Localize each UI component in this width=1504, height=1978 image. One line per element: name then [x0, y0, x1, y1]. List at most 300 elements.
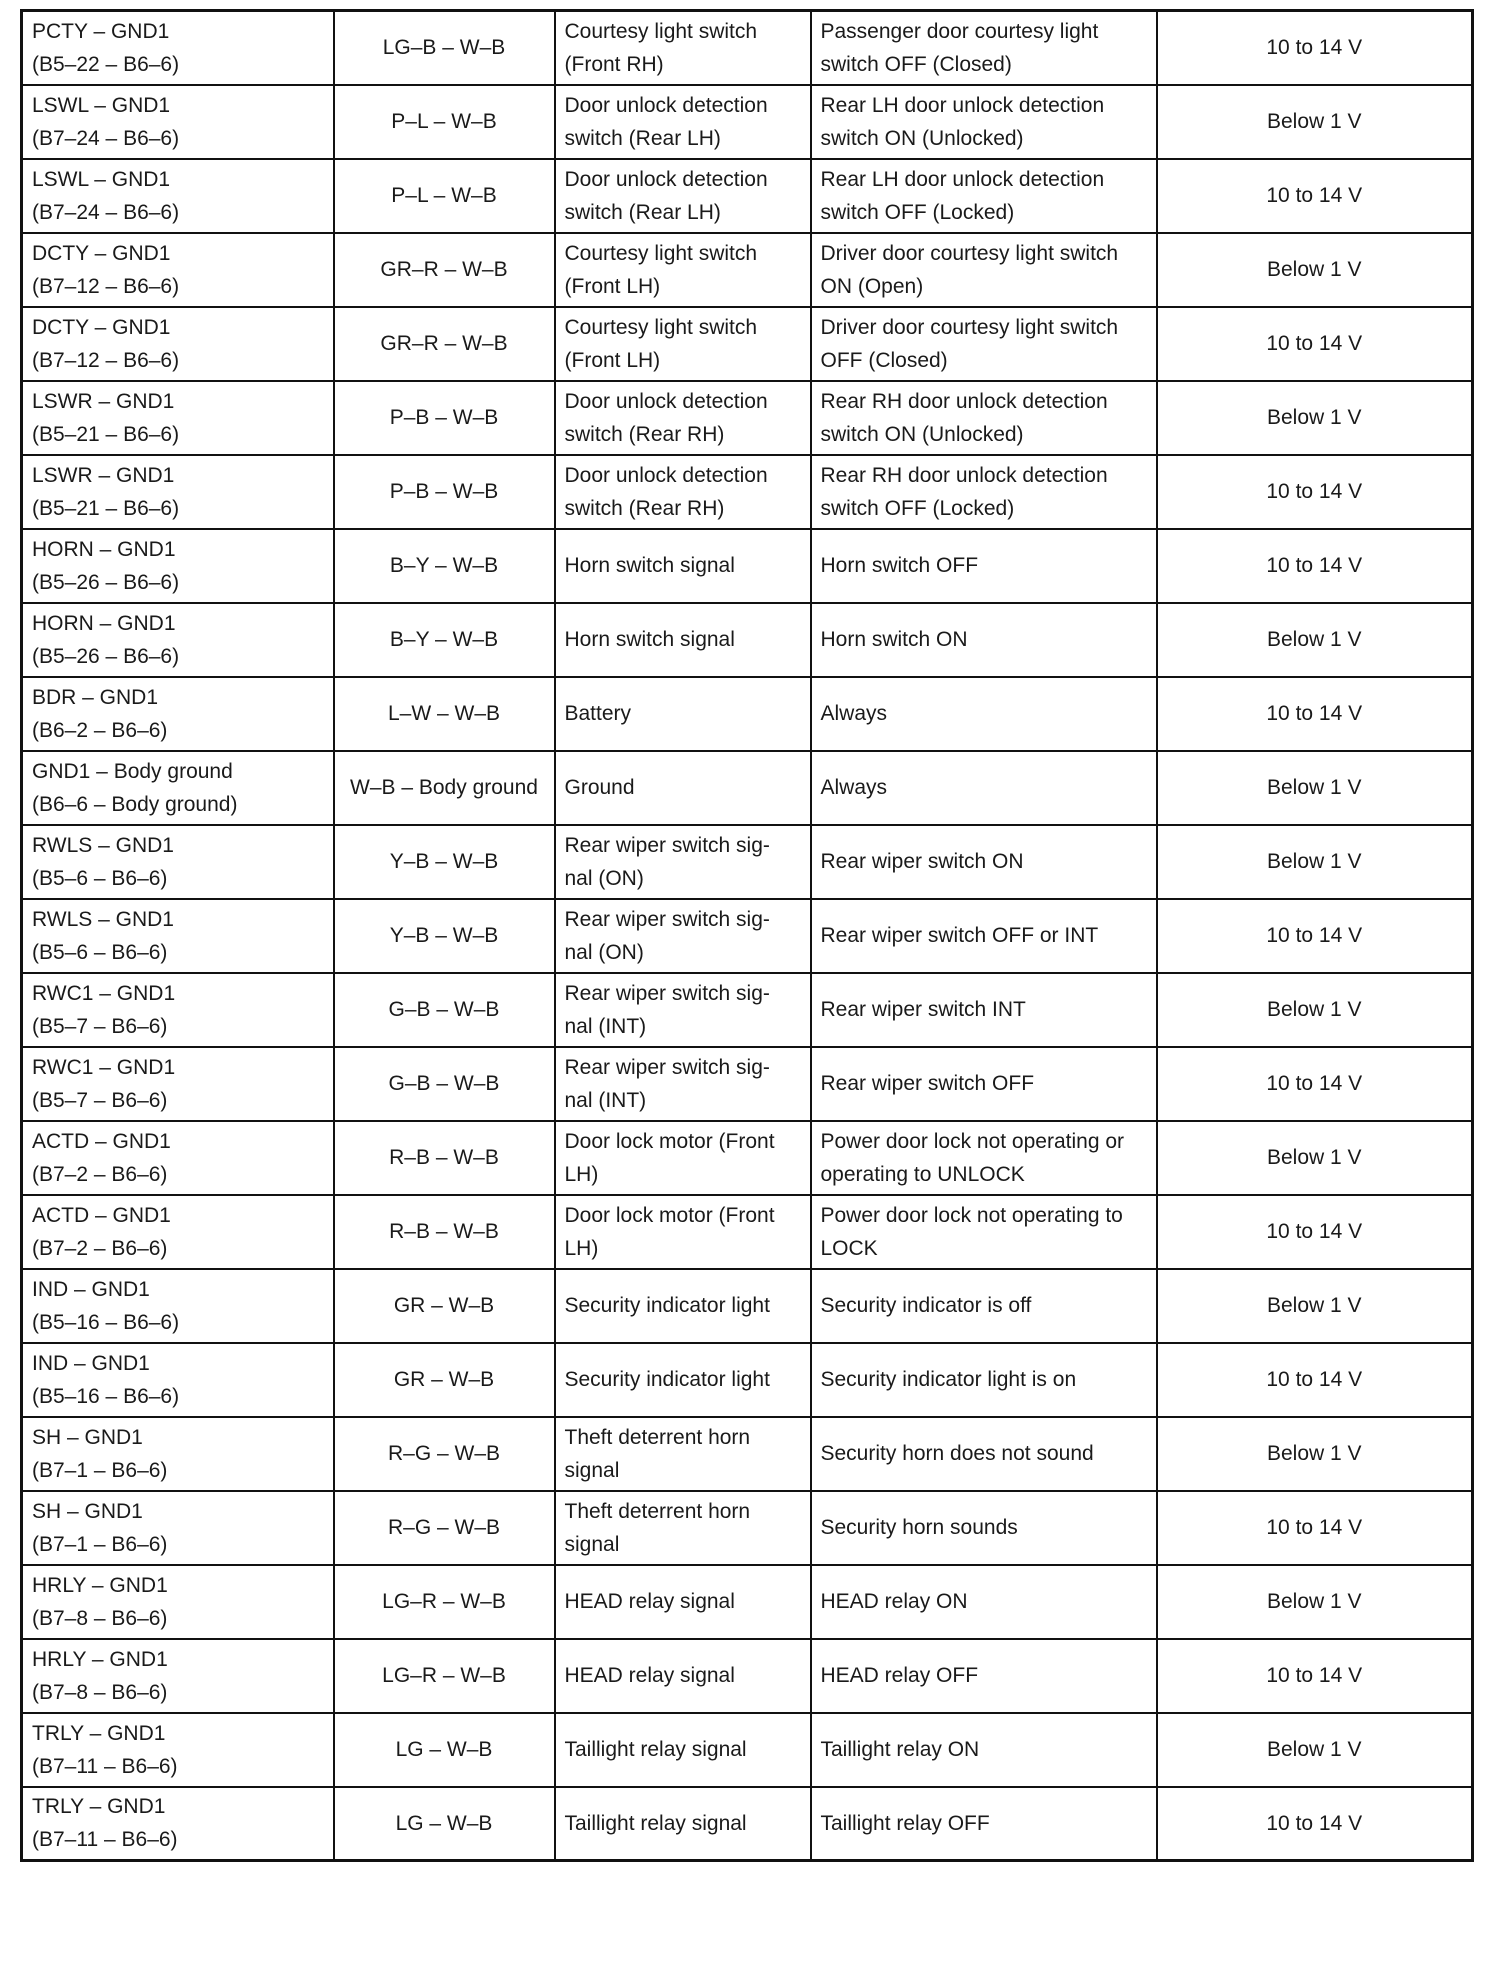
- specified-value: 10 to 14 V: [1266, 1811, 1363, 1835]
- condition-line: Passenger door courtesy light: [820, 19, 1099, 43]
- terminal-pins: (B5–21 – B6–6): [32, 496, 180, 520]
- terminal-name: RWC1 – GND1: [32, 981, 176, 1005]
- wiring-color-cell: [334, 751, 555, 825]
- wiring-color-cell: [334, 1269, 555, 1343]
- terminal-pins: (B7–12 – B6–6): [32, 348, 180, 372]
- specified-condition-cell: [1157, 233, 1473, 307]
- specified-condition-cell: [1157, 1787, 1473, 1861]
- condition-cell: [811, 1713, 1157, 1787]
- terminal-name: RWLS – GND1: [32, 907, 174, 931]
- condition-line: Taillight relay ON: [820, 1738, 980, 1761]
- specified-condition-cell: [1157, 973, 1473, 1047]
- description-cell: [555, 1121, 811, 1195]
- table-row: [22, 11, 1473, 85]
- description-line: Rear wiper switch sig-: [564, 981, 770, 1005]
- description-cell: [555, 307, 811, 381]
- wiring-color-cell: [334, 381, 555, 455]
- specified-value: Below 1 V: [1266, 1590, 1362, 1613]
- specified-value: Below 1 V: [1266, 628, 1362, 651]
- condition-line: Always: [820, 776, 888, 799]
- terminal-name: BDR – GND1: [32, 685, 159, 709]
- terminal-pins: (B5–6 – B6–6): [32, 940, 168, 964]
- description-line: Theft deterrent horn: [564, 1499, 751, 1523]
- description-line: Horn switch signal: [564, 554, 735, 577]
- terminal-cell: [22, 529, 334, 603]
- condition-line: Rear wiper switch OFF or INT: [820, 924, 1099, 947]
- terminal-pins: (B7–2 – B6–6): [32, 1162, 168, 1186]
- specified-condition-cell: [1157, 825, 1473, 899]
- description-line: HEAD relay signal: [564, 1590, 735, 1613]
- terminal-name: LSWL – GND1: [32, 167, 171, 191]
- description-cell: [555, 11, 811, 85]
- condition-cell: [811, 85, 1157, 159]
- table-row: [22, 1639, 1473, 1713]
- wiring-color: LG–R – W–B: [382, 1664, 506, 1687]
- description-cell: [555, 1565, 811, 1639]
- condition-cell: [811, 455, 1157, 529]
- wiring-color: R–G – W–B: [387, 1442, 501, 1465]
- specified-value: 10 to 14 V: [1266, 1368, 1363, 1391]
- table-row: [22, 677, 1473, 751]
- terminal-name: TRLY – GND1: [32, 1795, 166, 1819]
- wiring-color: G–B – W–B: [388, 1072, 500, 1095]
- wiring-color-cell: [334, 85, 555, 159]
- description-cell: [555, 1713, 811, 1787]
- description-line: (Front LH): [564, 348, 661, 372]
- wiring-color-cell: [334, 603, 555, 677]
- condition-cell: [811, 677, 1157, 751]
- description-line: switch (Rear LH): [564, 200, 721, 224]
- terminal-voltage-table: [20, 9, 1474, 1862]
- terminal-pins: (B7–8 – B6–6): [32, 1606, 168, 1630]
- specified-value: 10 to 14 V: [1266, 1664, 1363, 1687]
- condition-line: Horn switch OFF: [820, 554, 979, 577]
- specified-condition-cell: [1157, 751, 1473, 825]
- wiring-color-cell: [334, 1047, 555, 1121]
- wiring-color: Y–B – W–B: [389, 924, 499, 947]
- condition-cell: [811, 1269, 1157, 1343]
- specified-condition-cell: [1157, 381, 1473, 455]
- terminal-pins: (B6–6 – Body ground): [32, 792, 238, 816]
- specified-value: 10 to 14 V: [1266, 480, 1363, 503]
- terminal-pins: (B7–8 – B6–6): [32, 1680, 168, 1704]
- description-line: Rear wiper switch sig-: [564, 907, 770, 931]
- specified-value: Below 1 V: [1266, 850, 1362, 873]
- table-row: [22, 899, 1473, 973]
- terminal-pins: (B7–24 – B6–6): [32, 126, 180, 150]
- description-line: Battery: [564, 702, 632, 725]
- wiring-color: Y–B – W–B: [389, 850, 499, 873]
- wiring-color-cell: [334, 973, 555, 1047]
- table-row: [22, 603, 1473, 677]
- wiring-color: P–L – W–B: [391, 184, 497, 207]
- wiring-color: LG–R – W–B: [382, 1590, 506, 1613]
- wiring-color: R–G – W–B: [387, 1516, 501, 1539]
- table-row: [22, 1787, 1473, 1861]
- table-row: [22, 825, 1473, 899]
- wiring-color-cell: [334, 899, 555, 973]
- description-cell: [555, 1343, 811, 1417]
- wiring-color: LG – W–B: [395, 1738, 493, 1761]
- condition-line: switch ON (Unlocked): [820, 126, 1024, 150]
- condition-line: Security horn sounds: [820, 1516, 1018, 1539]
- wiring-color: GR–R – W–B: [380, 332, 508, 355]
- wiring-color-cell: [334, 825, 555, 899]
- specified-value: 10 to 14 V: [1266, 924, 1363, 947]
- specified-condition-cell: [1157, 11, 1473, 85]
- condition-cell: [811, 1491, 1157, 1565]
- terminal-pins: (B7–12 – B6–6): [32, 274, 180, 298]
- description-cell: [555, 159, 811, 233]
- specified-condition-cell: [1157, 529, 1473, 603]
- condition-line: switch OFF (Locked): [820, 200, 1015, 224]
- description-cell: [555, 381, 811, 455]
- condition-cell: [811, 1121, 1157, 1195]
- condition-line: switch OFF (Closed): [820, 52, 1012, 76]
- description-line: Door unlock detection: [564, 463, 768, 487]
- terminal-name: IND – GND1: [32, 1351, 150, 1375]
- table-row: [22, 973, 1473, 1047]
- terminal-name: DCTY – GND1: [32, 315, 171, 339]
- description-line: Horn switch signal: [564, 628, 735, 651]
- specified-value: Below 1 V: [1266, 998, 1362, 1021]
- terminal-cell: [22, 1269, 334, 1343]
- description-cell: [555, 85, 811, 159]
- description-cell: [555, 233, 811, 307]
- table-row: [22, 1047, 1473, 1121]
- condition-line: Security indicator light is on: [820, 1368, 1077, 1391]
- specified-condition-cell: [1157, 1121, 1473, 1195]
- condition-line: Power door lock not operating to: [820, 1203, 1123, 1227]
- wiring-color-cell: [334, 455, 555, 529]
- specified-condition-cell: [1157, 1269, 1473, 1343]
- terminal-cell: [22, 973, 334, 1047]
- description-cell: [555, 603, 811, 677]
- specified-condition-cell: [1157, 1417, 1473, 1491]
- table-row: [22, 1417, 1473, 1491]
- terminal-pins: (B5–16 – B6–6): [32, 1384, 180, 1408]
- terminal-name: LSWR – GND1: [32, 463, 175, 487]
- description-cell: [555, 751, 811, 825]
- description-line: Taillight relay signal: [564, 1811, 747, 1835]
- description-line: signal: [564, 1532, 620, 1556]
- terminal-name: HRLY – GND1: [32, 1647, 168, 1671]
- terminal-name: LSWL – GND1: [32, 93, 171, 117]
- specified-condition-cell: [1157, 677, 1473, 751]
- wiring-color-cell: [334, 529, 555, 603]
- wiring-color: GR–R – W–B: [380, 258, 508, 281]
- wiring-color: GR – W–B: [393, 1294, 495, 1317]
- wiring-color-cell: [334, 1417, 555, 1491]
- terminal-name: HORN – GND1: [32, 611, 176, 635]
- condition-cell: [811, 1639, 1157, 1713]
- terminal-name: DCTY – GND1: [32, 241, 171, 265]
- terminal-cell: [22, 1491, 334, 1565]
- wiring-color: LG – W–B: [395, 1811, 493, 1835]
- condition-cell: [811, 381, 1157, 455]
- condition-line: Rear RH door unlock detection: [820, 463, 1108, 487]
- wiring-color: L–W – W–B: [387, 702, 501, 725]
- wiring-color: LG–B – W–B: [382, 36, 506, 60]
- condition-line: Taillight relay OFF: [820, 1811, 990, 1835]
- description-line: LH): [564, 1236, 599, 1260]
- condition-cell: [811, 1195, 1157, 1269]
- table-row: [22, 159, 1473, 233]
- table-row: [22, 381, 1473, 455]
- condition-line: Security indicator is off: [820, 1294, 1032, 1317]
- specified-value: 10 to 14 V: [1266, 184, 1363, 207]
- table-row: [22, 1565, 1473, 1639]
- terminal-name: IND – GND1: [32, 1277, 150, 1301]
- condition-line: Always: [820, 702, 888, 725]
- condition-line: Security horn does not sound: [820, 1442, 1094, 1465]
- description-line: (Front LH): [564, 274, 661, 298]
- terminal-name: RWLS – GND1: [32, 833, 174, 857]
- description-line: Rear wiper switch sig-: [564, 833, 770, 857]
- terminal-cell: [22, 677, 334, 751]
- terminal-pins: (B7–2 – B6–6): [32, 1236, 168, 1260]
- terminal-name: TRLY – GND1: [32, 1721, 166, 1745]
- wiring-color: W–B – Body ground: [350, 776, 538, 799]
- description-cell: [555, 1639, 811, 1713]
- description-line: Security indicator light: [564, 1368, 770, 1391]
- wiring-color: G–B – W–B: [388, 998, 500, 1021]
- condition-line: Driver door courtesy light switch: [820, 315, 1119, 339]
- specified-value: Below 1 V: [1266, 776, 1362, 799]
- description-line: Door unlock detection: [564, 389, 768, 413]
- condition-cell: [811, 1417, 1157, 1491]
- description-line: Door unlock detection: [564, 93, 768, 117]
- description-cell: [555, 973, 811, 1047]
- specified-value: 10 to 14 V: [1266, 36, 1363, 60]
- condition-line: LOCK: [820, 1236, 878, 1260]
- terminal-cell: [22, 603, 334, 677]
- specified-condition-cell: [1157, 307, 1473, 381]
- terminal-pins: (B7–11 – B6–6): [32, 1754, 178, 1778]
- specified-condition-cell: [1157, 1565, 1473, 1639]
- description-cell: [555, 455, 811, 529]
- terminal-pins: (B5–26 – B6–6): [32, 644, 180, 668]
- description-line: Security indicator light: [564, 1294, 770, 1317]
- terminal-name: GND1 – Body ground: [32, 759, 233, 783]
- wiring-color: GR – W–B: [393, 1368, 495, 1391]
- specified-condition-cell: [1157, 1491, 1473, 1565]
- wiring-color-cell: [334, 677, 555, 751]
- terminal-cell: [22, 1565, 334, 1639]
- specified-value: Below 1 V: [1266, 1294, 1362, 1317]
- condition-cell: [811, 233, 1157, 307]
- wiring-color-cell: [334, 1713, 555, 1787]
- condition-line: HEAD relay OFF: [820, 1664, 979, 1687]
- specified-condition-cell: [1157, 1639, 1473, 1713]
- terminal-pins: (B7–24 – B6–6): [32, 200, 180, 224]
- terminal-name: RWC1 – GND1: [32, 1055, 176, 1079]
- specified-condition-cell: [1157, 899, 1473, 973]
- terminal-pins: (B7–11 – B6–6): [32, 1828, 178, 1852]
- condition-line: switch ON (Unlocked): [820, 422, 1024, 446]
- wiring-color-cell: [334, 233, 555, 307]
- terminal-pins: (B5–7 – B6–6): [32, 1088, 168, 1112]
- description-cell: [555, 899, 811, 973]
- wiring-color-cell: [334, 1565, 555, 1639]
- condition-line: Horn switch ON: [820, 628, 968, 651]
- condition-cell: [811, 751, 1157, 825]
- description-line: LH): [564, 1162, 599, 1186]
- condition-cell: [811, 529, 1157, 603]
- condition-line: Rear LH door unlock detection: [820, 167, 1105, 191]
- terminal-name: SH – GND1: [32, 1499, 143, 1523]
- condition-cell: [811, 1565, 1157, 1639]
- description-line: Door lock motor (Front: [564, 1203, 775, 1227]
- terminal-name: PCTY – GND1: [32, 19, 170, 43]
- terminal-cell: [22, 85, 334, 159]
- condition-cell: [811, 899, 1157, 973]
- description-cell: [555, 1269, 811, 1343]
- wiring-color-cell: [334, 159, 555, 233]
- terminal-name: SH – GND1: [32, 1425, 143, 1449]
- terminal-name: HRLY – GND1: [32, 1573, 168, 1597]
- description-cell: [555, 1787, 811, 1861]
- terminal-cell: [22, 233, 334, 307]
- specified-condition-cell: [1157, 1343, 1473, 1417]
- terminal-cell: [22, 751, 334, 825]
- description-line: Courtesy light switch: [564, 19, 758, 43]
- table-row: [22, 529, 1473, 603]
- terminal-pins: (B5–21 – B6–6): [32, 422, 180, 446]
- table-row: [22, 1121, 1473, 1195]
- table-row: [22, 1195, 1473, 1269]
- terminal-cell: [22, 1713, 334, 1787]
- description-line: switch (Rear RH): [564, 422, 725, 446]
- description-line: HEAD relay signal: [564, 1664, 735, 1687]
- terminal-cell: [22, 307, 334, 381]
- description-cell: [555, 529, 811, 603]
- table-row: [22, 1343, 1473, 1417]
- terminal-cell: [22, 899, 334, 973]
- condition-line: ON (Open): [820, 274, 924, 298]
- wiring-color: R–B – W–B: [389, 1146, 499, 1169]
- condition-cell: [811, 973, 1157, 1047]
- wiring-color-cell: [334, 1121, 555, 1195]
- specified-value: Below 1 V: [1266, 406, 1362, 429]
- specified-value: 10 to 14 V: [1266, 332, 1363, 355]
- condition-cell: [811, 1047, 1157, 1121]
- specified-condition-cell: [1157, 85, 1473, 159]
- condition-line: Rear wiper switch ON: [820, 850, 1024, 873]
- condition-line: Rear wiper switch INT: [820, 998, 1026, 1021]
- description-cell: [555, 1417, 811, 1491]
- table-body: [22, 11, 1473, 1861]
- description-cell: [555, 1491, 811, 1565]
- description-cell: [555, 825, 811, 899]
- table-row: [22, 85, 1473, 159]
- description-cell: [555, 1047, 811, 1121]
- specified-value: Below 1 V: [1266, 1442, 1362, 1465]
- wiring-color: P–B – W–B: [389, 480, 499, 503]
- specified-value: 10 to 14 V: [1266, 554, 1363, 577]
- terminal-cell: [22, 455, 334, 529]
- table-row: [22, 233, 1473, 307]
- specified-value: Below 1 V: [1266, 1146, 1362, 1169]
- terminal-name: ACTD – GND1: [32, 1129, 171, 1153]
- table-row: [22, 1713, 1473, 1787]
- condition-line: Rear RH door unlock detection: [820, 389, 1108, 413]
- terminal-cell: [22, 381, 334, 455]
- terminal-cell: [22, 825, 334, 899]
- description-line: Door lock motor (Front: [564, 1129, 775, 1153]
- terminal-pins: (B7–1 – B6–6): [32, 1532, 168, 1556]
- condition-line: switch OFF (Locked): [820, 496, 1015, 520]
- condition-cell: [811, 159, 1157, 233]
- specified-value: 10 to 14 V: [1266, 702, 1363, 725]
- terminal-pins: (B5–22 – B6–6): [32, 52, 180, 76]
- condition-cell: [811, 1787, 1157, 1861]
- wiring-color: B–Y – W–B: [389, 554, 499, 577]
- specified-value: Below 1 V: [1266, 258, 1362, 281]
- terminal-cell: [22, 1343, 334, 1417]
- terminal-cell: [22, 1195, 334, 1269]
- terminal-pins: (B6–2 – B6–6): [32, 718, 168, 742]
- description-line: Rear wiper switch sig-: [564, 1055, 770, 1079]
- condition-line: Power door lock not operating or: [820, 1129, 1125, 1153]
- condition-line: operating to UNLOCK: [820, 1162, 1025, 1186]
- specified-value: 10 to 14 V: [1266, 1072, 1363, 1095]
- condition-line: OFF (Closed): [820, 348, 948, 372]
- description-line: Taillight relay signal: [564, 1738, 747, 1761]
- description-line: switch (Rear LH): [564, 126, 721, 150]
- description-line: Theft deterrent horn: [564, 1425, 751, 1449]
- description-line: Door unlock detection: [564, 167, 768, 191]
- condition-line: Rear wiper switch OFF: [820, 1072, 1035, 1095]
- wiring-color-cell: [334, 1639, 555, 1713]
- specified-condition-cell: [1157, 455, 1473, 529]
- description-line: nal (INT): [564, 1014, 647, 1038]
- terminal-cell: [22, 1417, 334, 1491]
- specified-value: 10 to 14 V: [1266, 1516, 1363, 1539]
- description-line: Ground: [564, 776, 635, 799]
- specified-condition-cell: [1157, 159, 1473, 233]
- terminal-pins: (B5–7 – B6–6): [32, 1014, 168, 1038]
- terminal-cell: [22, 159, 334, 233]
- condition-line: Rear LH door unlock detection: [820, 93, 1105, 117]
- terminal-name: HORN – GND1: [32, 537, 176, 561]
- description-line: nal (INT): [564, 1088, 647, 1112]
- table-row: [22, 1269, 1473, 1343]
- condition-cell: [811, 825, 1157, 899]
- specified-value: 10 to 14 V: [1266, 1220, 1363, 1243]
- specified-condition-cell: [1157, 1195, 1473, 1269]
- table-row: [22, 307, 1473, 381]
- wiring-color: R–B – W–B: [389, 1220, 499, 1243]
- condition-cell: [811, 11, 1157, 85]
- condition-cell: [811, 1343, 1157, 1417]
- condition-cell: [811, 307, 1157, 381]
- terminal-pins: (B5–16 – B6–6): [32, 1310, 180, 1334]
- terminal-cell: [22, 1121, 334, 1195]
- terminal-cell: [22, 1047, 334, 1121]
- terminal-pins: (B7–1 – B6–6): [32, 1458, 168, 1482]
- terminal-pins: (B5–6 – B6–6): [32, 866, 168, 890]
- condition-line: HEAD relay ON: [820, 1590, 968, 1613]
- description-cell: [555, 1195, 811, 1269]
- terminal-name: LSWR – GND1: [32, 389, 175, 413]
- terminal-cell: [22, 1639, 334, 1713]
- wiring-color: P–L – W–B: [391, 110, 497, 133]
- terminal-pins: (B5–26 – B6–6): [32, 570, 180, 594]
- description-line: (Front RH): [564, 52, 664, 76]
- description-line: switch (Rear RH): [564, 496, 725, 520]
- specified-value: Below 1 V: [1266, 1738, 1362, 1761]
